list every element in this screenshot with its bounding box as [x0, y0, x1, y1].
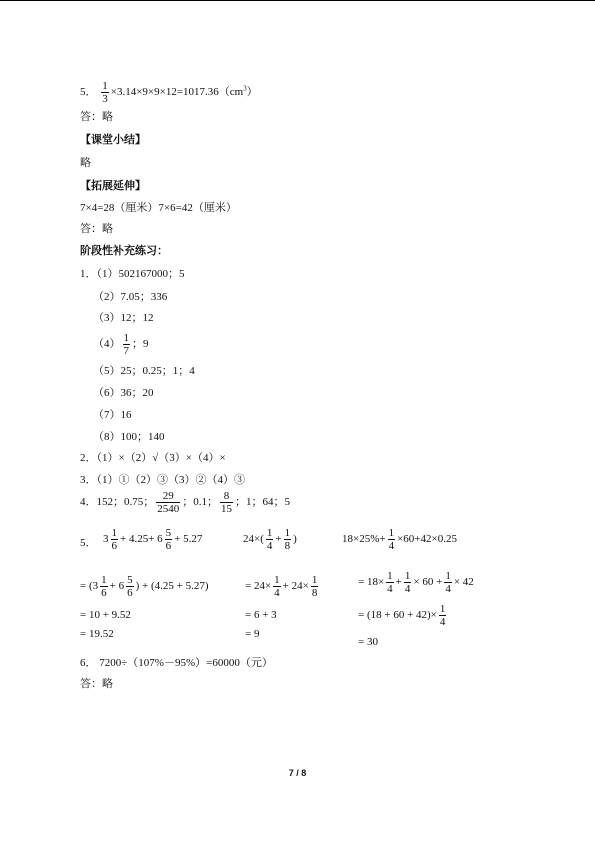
denominator: 4 — [404, 583, 411, 595]
heading-class-summary: 【课堂小结】 — [80, 134, 146, 146]
text: 3 — [103, 533, 109, 546]
text: = 24× — [245, 580, 272, 593]
q5-col1-step-3: = 19.52 — [80, 628, 114, 640]
denominator: 6 — [127, 587, 133, 599]
text: = 18× — [358, 576, 385, 589]
numerator: 8 — [220, 490, 233, 503]
denominator: 4 — [266, 540, 273, 552]
fraction — [266, 527, 274, 552]
text: 18×25%+ — [342, 533, 386, 546]
numerator: 1 — [266, 527, 273, 539]
q3-line: 3．（1）①（2）③（3）②（4）③ — [80, 474, 245, 486]
q5-col3-step-3: = 30 — [358, 636, 378, 648]
heading-stage-practice: 阶段性补充练习： — [80, 245, 168, 257]
text: = (3 — [80, 580, 99, 593]
denominator: 6 — [165, 540, 172, 552]
q5-col1-expression — [103, 527, 202, 552]
text: + 6 — [109, 580, 125, 593]
fraction — [111, 527, 119, 552]
numerator: 29 — [156, 490, 180, 503]
denominator: 6 — [101, 587, 107, 599]
q1-line-1: 1．（1）502167000；5 — [80, 268, 185, 280]
fraction — [126, 574, 134, 599]
q5-number: 5． — [80, 537, 97, 549]
numerator: 1 — [111, 527, 117, 539]
answer-line: 答：略 — [80, 111, 113, 123]
q4-line — [80, 490, 290, 515]
fraction — [273, 574, 281, 599]
text: ) + (4.25 + 5.27) — [135, 580, 209, 593]
numerator: 1 — [284, 527, 291, 539]
summary-text: 略 — [80, 157, 91, 169]
superscript: 3 — [243, 84, 247, 93]
fraction — [101, 80, 109, 105]
fraction — [386, 570, 394, 595]
q6-line: 6． 7200÷（107%－95%）=60000（元） — [80, 657, 273, 669]
text: + — [275, 533, 282, 546]
text: ) — [293, 533, 297, 546]
header-rule — [0, 0, 595, 1]
label: （4） — [93, 338, 121, 351]
numerator: 1 — [388, 527, 395, 539]
q5-col3-step-2 — [358, 603, 448, 628]
value: ；9 — [132, 338, 149, 351]
q2-line: 2．（1）×（2）√（3）×（4）× — [80, 452, 226, 464]
q1-line-6: （6）36；20 — [93, 387, 154, 399]
numerator: 5 — [127, 574, 133, 586]
q5-col1-step-2: = 10 + 9.52 — [80, 609, 131, 621]
denominator: 4 — [439, 616, 446, 628]
q5-col2-expression — [243, 527, 297, 552]
q1-line-2: （2）7.05；336 — [93, 291, 168, 303]
fraction — [165, 527, 173, 552]
text: = (18 + 60 + 42)× — [358, 609, 437, 622]
numerator: 1 — [123, 332, 129, 344]
numerator: 1 — [101, 574, 107, 586]
numerator: 1 — [387, 570, 393, 582]
text: + 24× — [282, 580, 309, 593]
numerator: 1 — [311, 574, 318, 586]
numerator: 1 — [274, 574, 280, 586]
denominator: 2540 — [157, 503, 180, 515]
fraction — [444, 570, 452, 595]
fraction — [439, 603, 447, 628]
q1-line-4 — [93, 332, 149, 357]
numerator: 1 — [404, 570, 411, 582]
fraction — [123, 332, 131, 357]
text: + — [395, 576, 402, 589]
q5-col3-step-1 — [358, 570, 474, 595]
fraction — [388, 527, 396, 552]
text: × 42 — [453, 576, 474, 589]
answer-line: 答：略 — [80, 678, 113, 690]
fraction — [311, 574, 319, 599]
text: × 60 + — [413, 576, 443, 589]
problem-5-formula — [80, 80, 258, 105]
text: ；0.1； — [182, 496, 218, 509]
numerator: 1 — [445, 570, 451, 582]
denominator: 8 — [284, 540, 291, 552]
item-number: 5． — [80, 86, 97, 99]
page-number: 7 / 8 — [288, 768, 307, 778]
answer-line: 答：略 — [80, 223, 113, 235]
q1-line-7: （7）16 — [93, 409, 132, 421]
fraction — [404, 570, 412, 595]
close-paren: ） — [246, 86, 258, 99]
fraction — [284, 527, 292, 552]
denominator: 4 — [274, 587, 280, 599]
numerator: 1 — [102, 80, 108, 92]
fraction — [100, 574, 108, 599]
q5-col1-step-1 — [80, 574, 209, 599]
denominator: 7 — [123, 345, 129, 357]
text: ；1；64；5 — [235, 496, 290, 509]
denominator: 3 — [102, 93, 108, 105]
numerator: 1 — [439, 603, 446, 615]
q1-line-8: （8）100；140 — [93, 431, 165, 443]
heading-extension: 【拓展延伸】 — [80, 180, 146, 192]
denominator: 4 — [445, 583, 451, 595]
extension-text: 7×4=28（厘米）7×6=42（厘米） — [80, 202, 237, 214]
text: + 5.27 — [174, 533, 203, 546]
text: ×60+42×0.25 — [397, 533, 457, 546]
numerator: 5 — [165, 527, 172, 539]
expression: ×3.14×9×9×12=1017.36（cm — [110, 86, 244, 99]
denominator: 6 — [111, 540, 117, 552]
q1-line-3: （3）12；12 — [93, 312, 154, 324]
text: 4．152；0.75； — [80, 496, 155, 509]
fraction — [156, 490, 180, 515]
q1-line-5: （5）25；0.25；1；4 — [93, 365, 195, 377]
q5-col2-step-2: = 6 + 3 — [245, 609, 277, 621]
denominator: 4 — [388, 540, 395, 552]
q5-col3-expression — [342, 527, 457, 552]
denominator: 8 — [311, 587, 318, 599]
text: + 4.25+ 6 — [120, 533, 163, 546]
q5-col2-step-3: = 9 — [245, 628, 260, 640]
denominator: 4 — [387, 583, 393, 595]
text: 24×( — [243, 533, 264, 546]
q5-col2-step-1 — [245, 574, 320, 599]
denominator: 15 — [221, 503, 232, 515]
fraction — [220, 490, 233, 515]
